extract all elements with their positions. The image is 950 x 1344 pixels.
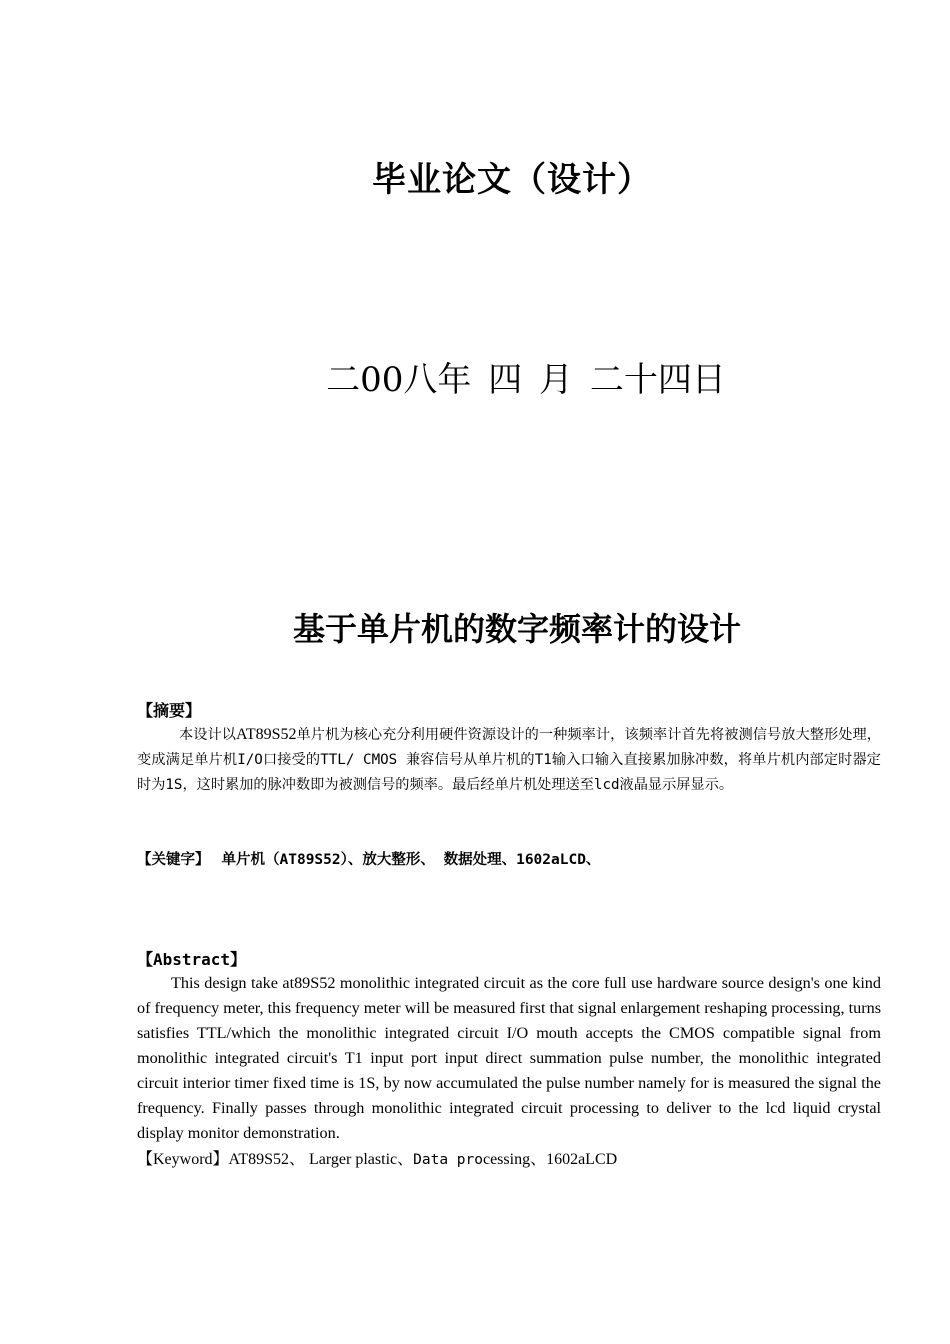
abstract-cn-heading: 【摘要】 <box>137 701 202 720</box>
abstract-cn-rest: 单片机为核心充分利用硬件资源设计的一种频率计，该频率计首先将被测信号放大整形处理，变成满足单片机I/O口接受的TTL/ CMOS 兼容信号从单片机的T1输入口输入直接累加脉冲数，将单片机内部定时器定时为1S，这时累加的脉冲数即为被测信号的频率。最后经单片机处理送至lcd液晶显示屏显示。 <box>137 727 881 793</box>
keywords-en-part1: AT89S52、 Larger plastic、 <box>228 1151 414 1168</box>
keywords-cn-label: 【关键字】 <box>137 852 210 868</box>
keywords-en-part3: cessing、1602aLCD <box>482 1151 618 1168</box>
thesis-title: 毕业论文（设计） <box>372 160 652 200</box>
keywords-en-label: 【Keyword】 <box>137 1151 229 1168</box>
abstract-en-body: This design take at89S52 monolithic integrated circuit as the core full use hardware source design's one kind of frequency meter, this frequency meter will be measured first that signal enlargement reshaping processing, turns satisfies TTL/which the monolithic integrated circuit I/O mouth accepts the CMOS compatible signal from monolithic integrated circuit's T1 input port input direct summation pulse number, the monolithic integrated circuit interior timer fixed time is 1S, by now accumulated the pulse number namely for is measured the signal the frequency. Finally passes through monolithic integrated circuit processing to deliver to the lcd liquid crystal display monitor demonstration. <box>137 974 881 1142</box>
abstract-cn-body <box>137 722 881 798</box>
thesis-date: 二00八年 四 月 二十四日 <box>326 360 726 400</box>
paper-title: 基于单片机的数字频率计的设计 <box>292 610 741 648</box>
keywords-en <box>137 1146 881 1169</box>
keywords-en-part2: Data pro <box>413 1152 483 1168</box>
abstract-en-heading: 【Abstract】 <box>137 950 247 969</box>
keywords-cn <box>137 848 881 869</box>
abstract-cn-prefix: 本设计以 <box>179 727 237 743</box>
abstract-cn-chip: AT89S52 <box>236 726 297 743</box>
keywords-cn-value: 单片机（AT89S52）、放大整形、 数据处理、1602aLCD、 <box>221 852 601 868</box>
